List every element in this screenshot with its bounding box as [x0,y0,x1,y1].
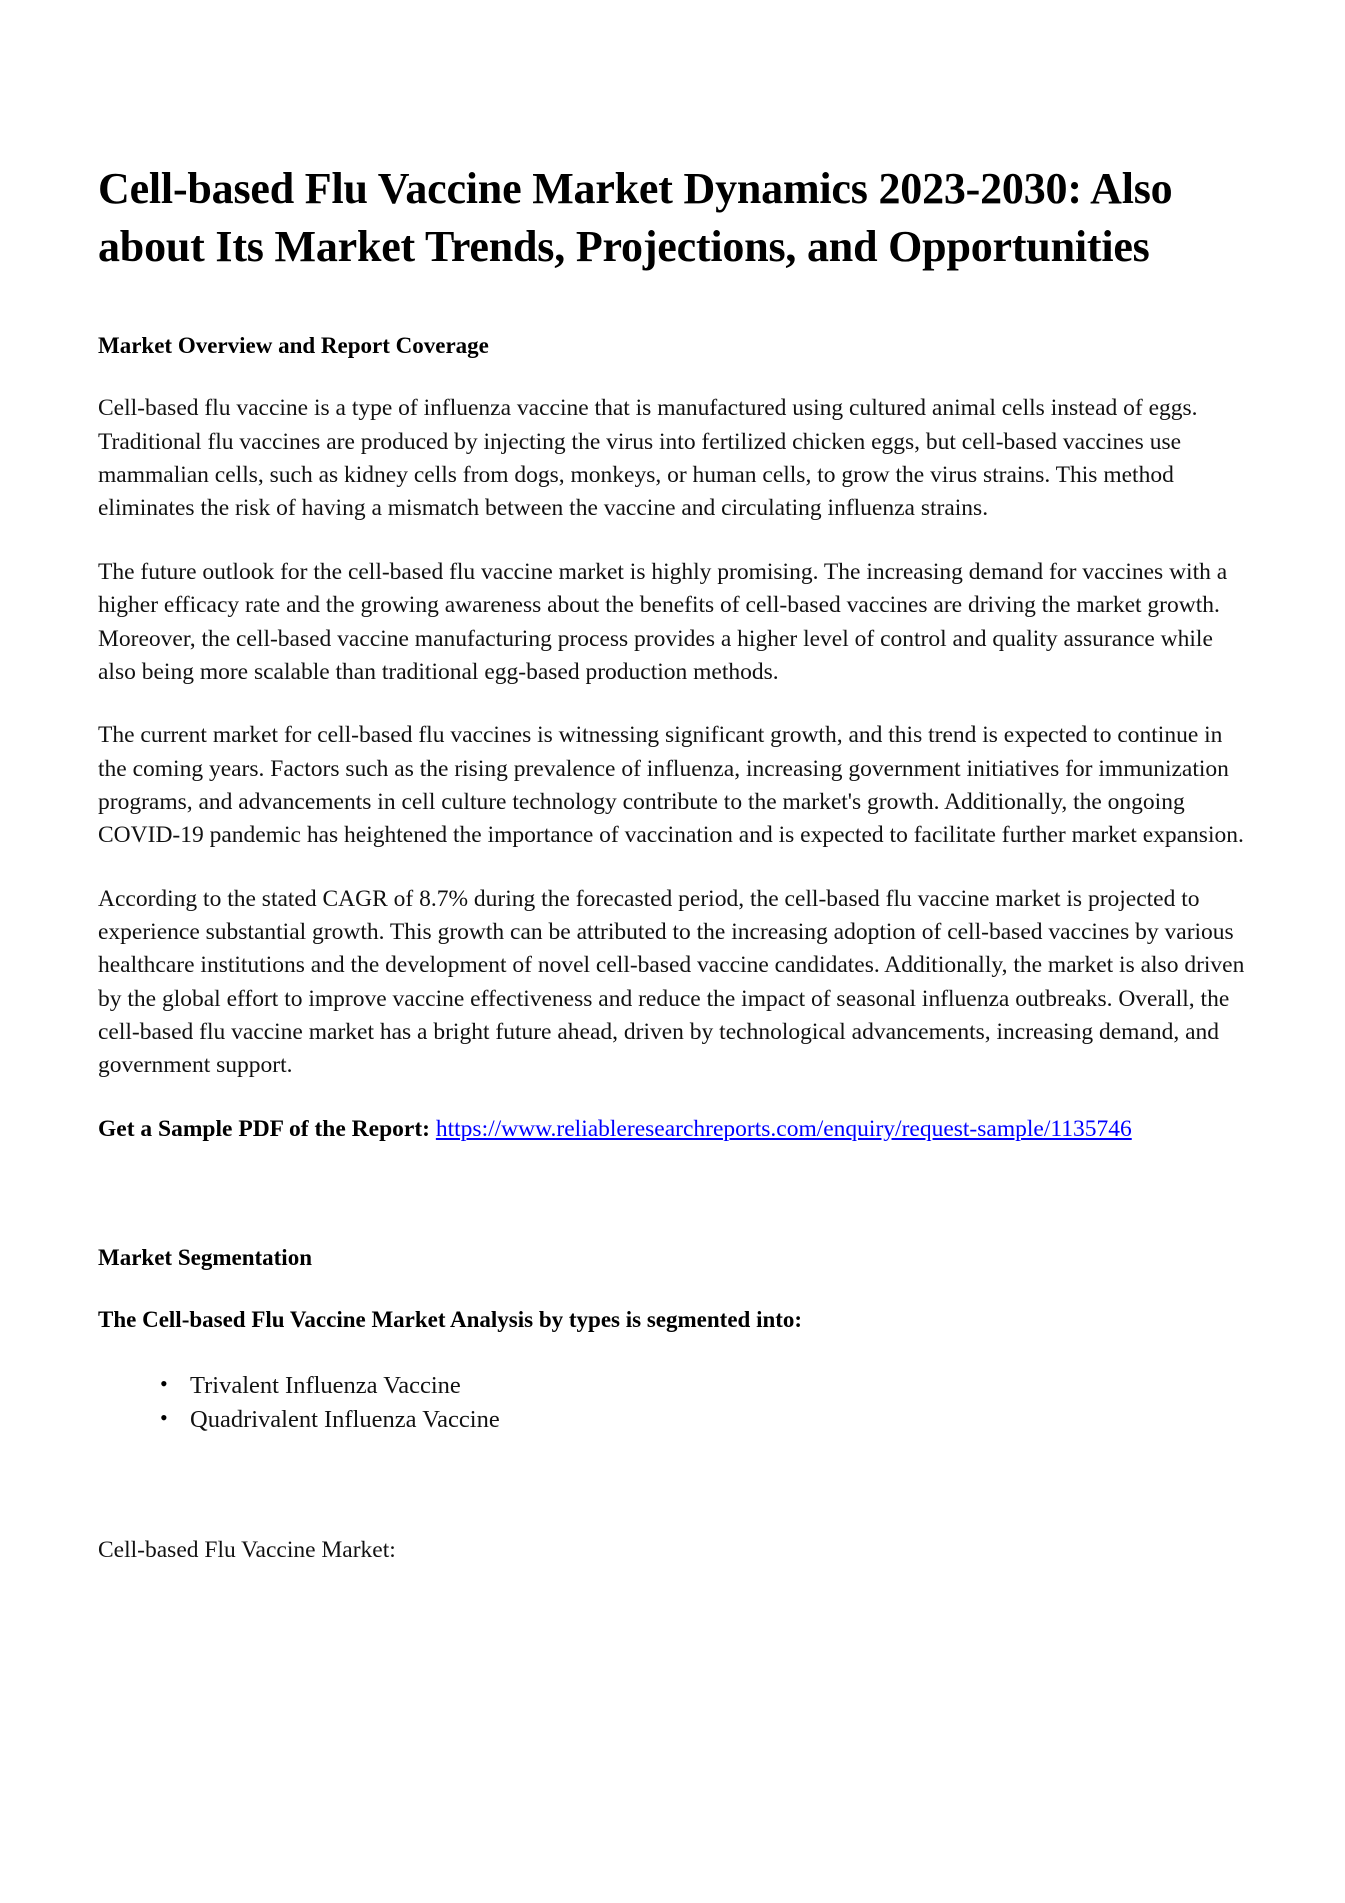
section-heading-market-overview: Market Overview and Report Coverage [98,333,489,359]
paragraph-cagr-growth: According to the stated CAGR of 8.7% during the forecasted period, the cell-based flu vaccine market is projected to experience substantial growth. This growth can be attributed to the increasing adoption of cell-based vaccines by various healthcare institutions and the development of novel cell-based vaccine candidates. Additionally, the market is also driven by the global effort to improve vaccine effectiveness and reduce the impact of seasonal influenza outbreaks. Overall, the cell-based flu vaccine market has a bright future ahead, driven by technological advancements, increasing demand, and government support. [98,885,1245,1079]
spacer-before-segmentation [98,1146,1246,1242]
section-heading-market-segmentation: Market Segmentation [98,1245,312,1271]
tail-line-market-label: Cell-based Flu Vaccine Market: [98,1537,396,1564]
type-segment-list [98,1369,1246,1439]
request-sample-link[interactable]: https://www.reliableresearchreports.com/enquiry/request-sample/1135746 [435,1115,1132,1142]
paragraph-current-market: The current market for cell-based flu vaccines is witnessing significant growth, and this trend is expected to continue in the coming years. Factors such as the rising prevalence of influenza, increasing government initiatives for immunization programs, and advancements in cell culture technology contribute to the market's growth. Additionally, the ongoing COVID-19 pandemic has heightened the importance of vaccination and is expected to facilitate further market expansion. [98,722,1244,849]
paragraph-future-outlook: The future outlook for the cell-based flu vaccine market is highly promising. The increasing demand for vaccines with a higher efficacy rate and the growing awareness about the benefits of cell-based vaccines are driving the market growth. Moreover, the cell-based vaccine manufacturing process provides a higher level of control and quality assurance while also being more scalable than traditional egg-based production methods. [98,558,1228,685]
document-content [98,160,1246,1567]
list-item: • Trivalent Influenza Vaccine [156,1369,1246,1404]
sample-pdf-line [98,1113,1246,1146]
spacer-before-tail [98,1438,1246,1534]
paragraph-overview-definition: Cell-based flu vaccine is a type of influenza vaccine that is manufactured using cultured animal cells instead of eggs. Traditional flu vaccines are produced by injecting the virus into fertilized chicken eggs, but cell-based vaccines use mammalian cells, such as kidney cells from dogs, monkeys, or human cells, to grow the virus strains. This method eliminates the risk of having a mismatch between the vaccine and circulating influenza strains. [98,395,1198,522]
sample-pdf-label: Get a Sample PDF of the Report: [98,1115,436,1142]
list-item: • Quadrivalent Influenza Vaccine [156,1403,1246,1438]
page-title: Cell-based Flu Vaccine Market Dynamics 2023-2030: Also about Its Market Trends, Projections, and Opportunities [98,164,1173,272]
subheading-types-segmentation: The Cell-based Flu Vaccine Market Analysis by types is segmented into: [98,1307,803,1333]
